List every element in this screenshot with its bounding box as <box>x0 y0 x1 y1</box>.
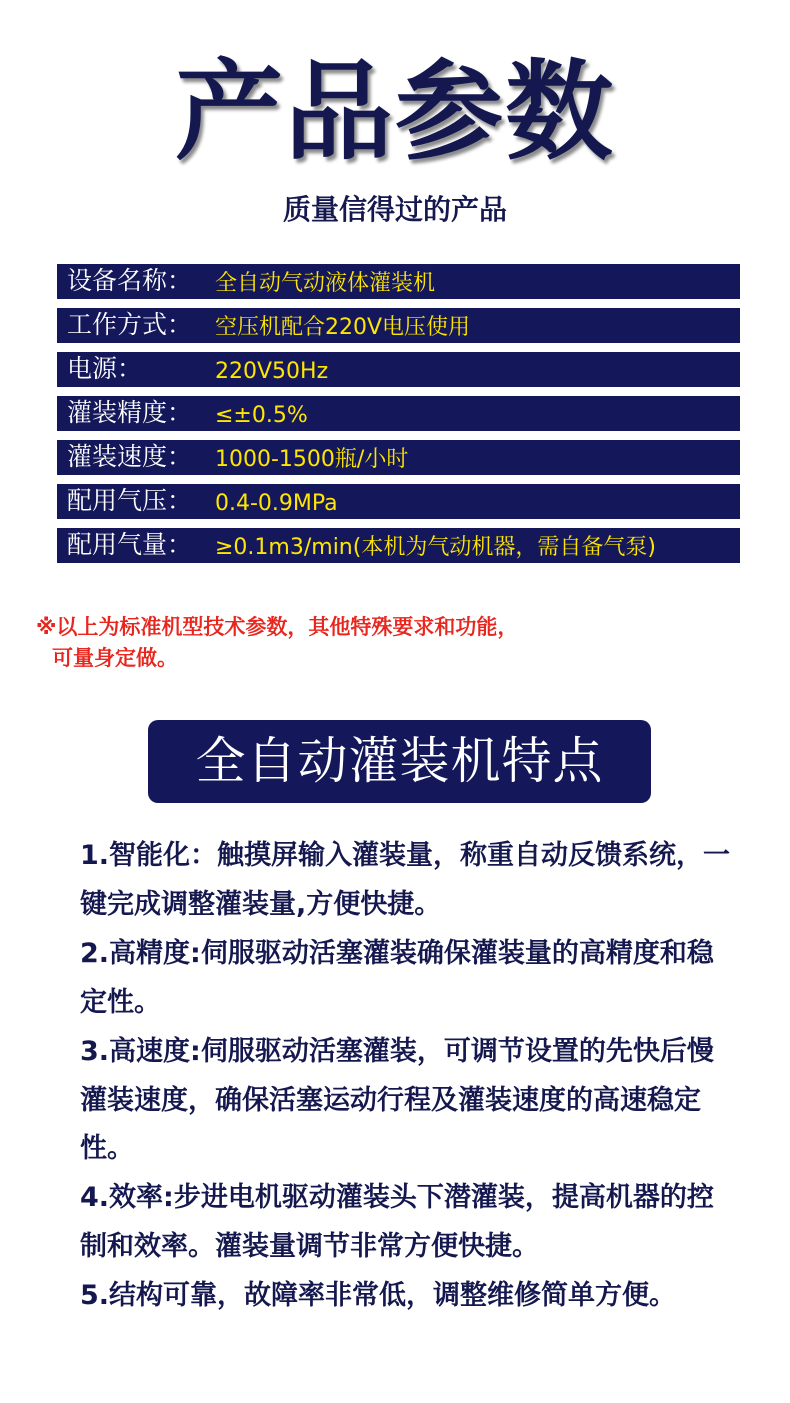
spec-label: 电源： <box>67 354 143 383</box>
spec-value: 1000-1500瓶/小时 <box>215 447 409 472</box>
spec-row-device-name <box>57 264 740 299</box>
spec-value: 空压机配合220V电压使用 <box>215 315 471 340</box>
spec-value: 220V50Hz <box>215 359 329 384</box>
customization-notice <box>36 612 756 674</box>
spec-label: 设备名称： <box>67 266 193 295</box>
feature-item-efficiency: 4.效率:步进电机驱动灌装头下潜灌装，提高机器的控制和效率。灌装量调节非常方便快捷。 <box>80 1182 714 1263</box>
page-title: 产品参数 <box>174 50 615 175</box>
notice-line-1: ※以上为标准机型技术参数，其他特殊要求和功能， <box>36 615 519 639</box>
spec-row-air-volume <box>57 528 740 563</box>
notice-line-2: 可量身定做。 <box>52 646 178 670</box>
spec-row-power <box>57 352 740 387</box>
feature-list <box>80 832 740 1321</box>
feature-item-intelligent: 1.智能化：触摸屏输入灌装量，称重自动反馈系统，一键完成调整灌装量,方便快捷。 <box>80 840 731 920</box>
spec-label: 配用气量： <box>67 530 193 559</box>
spec-table <box>57 264 740 572</box>
spec-row-working-mode <box>57 308 740 343</box>
spec-value: ≥0.1m3/min(本机为气动机器，需自备气泵) <box>215 535 656 560</box>
spec-label: 灌装速度： <box>67 442 193 471</box>
spec-value: 全自动气动液体灌装机 <box>215 271 436 296</box>
page-subtitle: 质量信得过的产品 <box>282 193 507 226</box>
spec-row-filling-speed <box>57 440 740 475</box>
spec-row-air-pressure <box>57 484 740 519</box>
feature-item-precision: 2.高精度:伺服驱动活塞灌装确保灌装量的高精度和稳定性。 <box>80 937 714 1018</box>
spec-label: 工作方式： <box>67 310 193 339</box>
spec-label: 灌装精度： <box>67 398 193 427</box>
spec-label: 配用气压： <box>67 486 193 515</box>
spec-row-filling-accuracy <box>57 396 740 431</box>
features-heading: 全自动灌装机特点 <box>148 720 651 803</box>
spec-value: 0.4-0.9MPa <box>215 491 338 516</box>
feature-item-speed: 3.高速度:伺服驱动活塞灌装，可调节设置的先快后慢灌装速度，确保活塞运动行程及灌装速度的高速稳定性。 <box>80 1035 714 1165</box>
feature-item-reliability: 5.结构可靠，故障率非常低，调整维修简单方便。 <box>80 1280 677 1312</box>
spec-value: ≤±0.5% <box>215 403 308 428</box>
